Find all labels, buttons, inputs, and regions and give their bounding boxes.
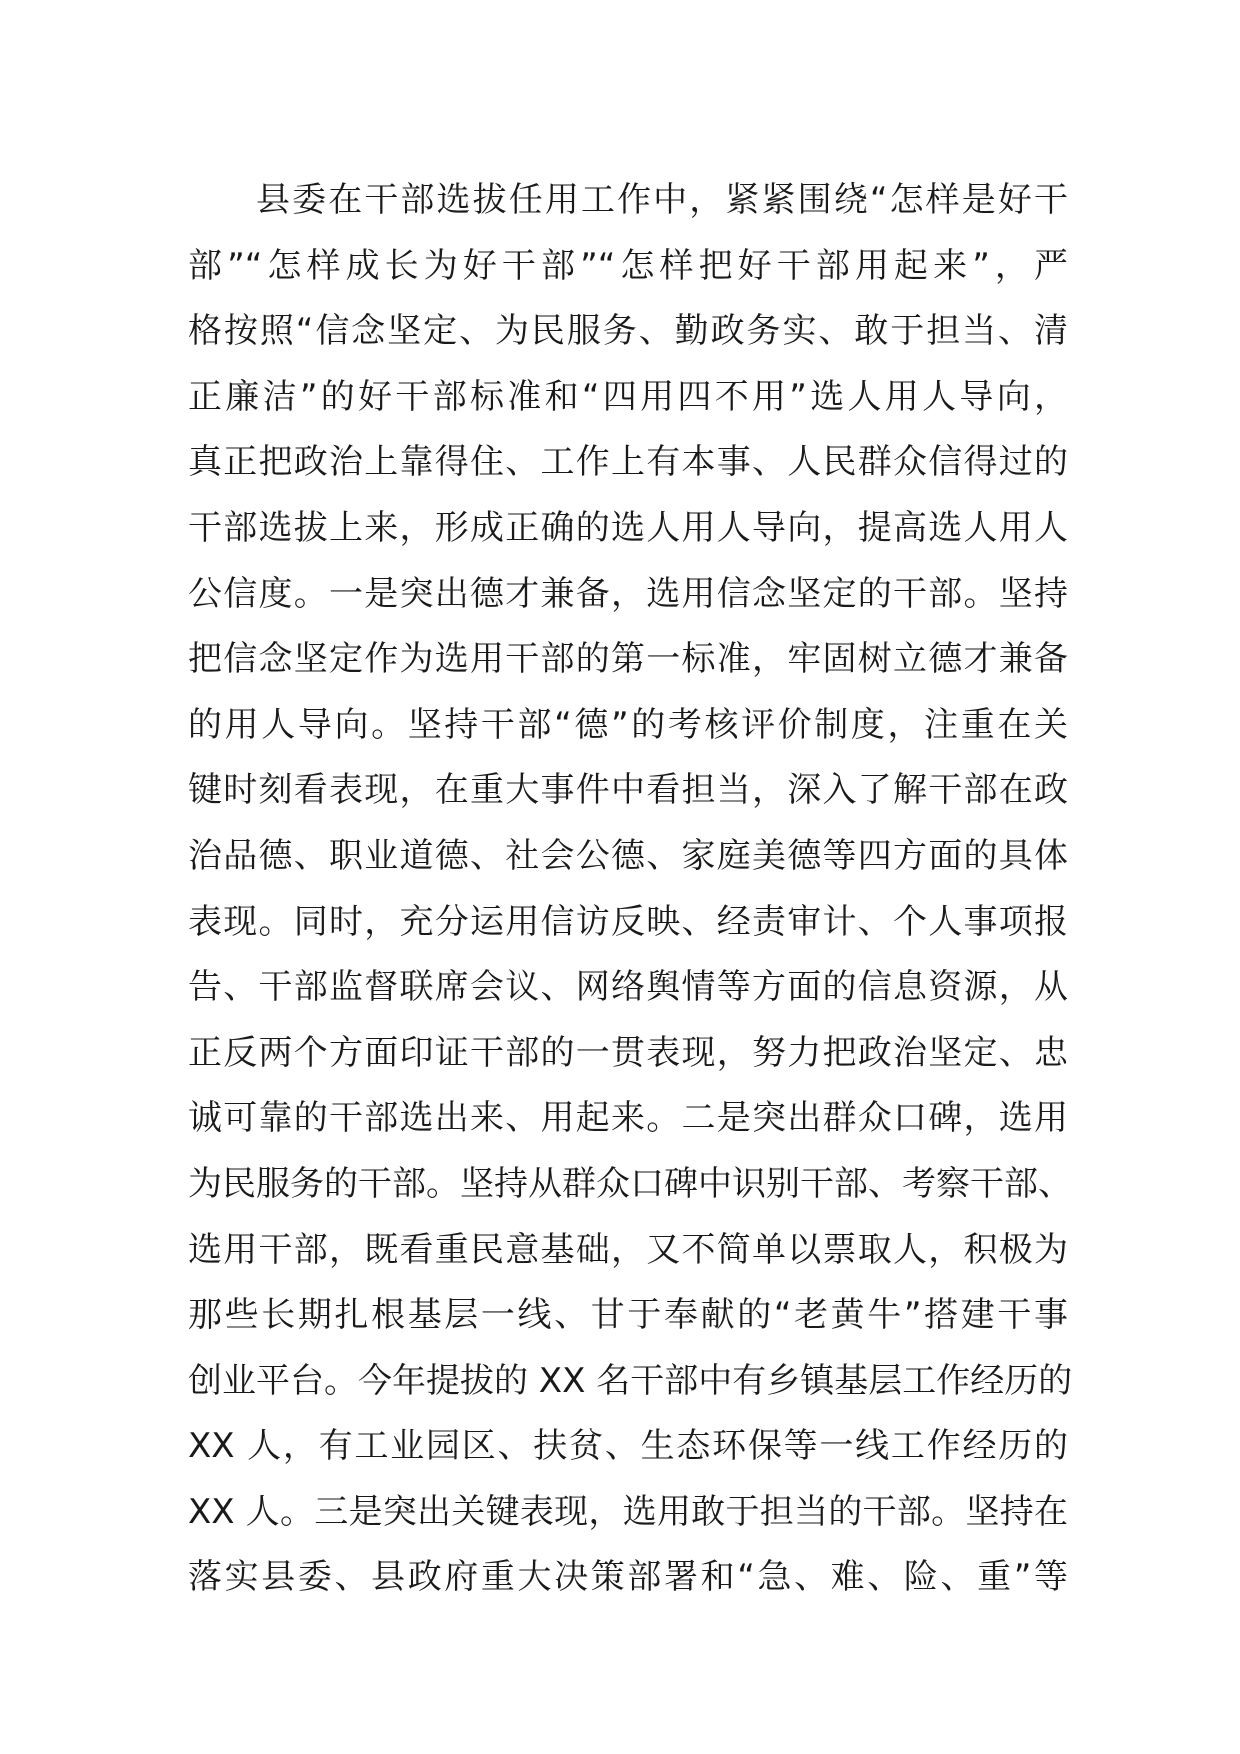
text-line-5: 真正把政治上靠得住、工作上有本事、人民群众信得过的 xyxy=(188,442,1068,483)
text-line-22: 落实县委、县政府重大决策部署和“急、难、险、重”等 xyxy=(188,1557,1068,1598)
text-line-6: 干部选拔上来，形成正确的选人用人导向，提高选人用人 xyxy=(188,507,1068,548)
text-line-1: 县委在干部选拔任用工作中，紧紧围绕“怎样是好干 xyxy=(256,180,1068,220)
text-line-19: 创业平台。今年提拔的 XX 名干部中有乡镇基层工作经历的 xyxy=(188,1360,1073,1401)
text-line-18: 那些长期扎根基层一线、甘于奉献的“老黄牛”搭建干事 xyxy=(188,1295,1068,1336)
text-line-10: 键时刻看表现，在重大事件中看担当，深入了解干部在政 xyxy=(188,770,1068,811)
body-paragraph xyxy=(188,168,1073,1611)
text-line-2: 部”“怎样成长为好干部”“怎样把好干部用起来”，严 xyxy=(188,245,1068,286)
text-line-17: 选用干部，既看重民意基础，又不简单以票取人，积极为 xyxy=(188,1229,1068,1270)
text-line-21: XX 人。三是突出关键表现，选用敢于担当的干部。坚持在 xyxy=(188,1491,1068,1532)
text-line-15: 诚可靠的干部选出来、用起来。二是突出群众口碑，选用 xyxy=(188,1098,1068,1139)
text-line-20: XX 人，有工业园区、扶贫、生态环保等一线工作经历的 xyxy=(188,1426,1068,1467)
text-line-8: 把信念坚定作为选用干部的第一标准，牢固树立德才兼备 xyxy=(188,639,1068,680)
text-line-4: 正廉洁”的好干部标准和“四用四不用”选人用人导向， xyxy=(188,376,1068,417)
text-line-13: 告、干部监督联席会议、网络舆情等方面的信息资源，从 xyxy=(188,967,1068,1008)
text-line-9: 的用人导向。坚持干部“德”的考核评价制度，注重在关 xyxy=(188,704,1068,745)
text-line-12: 表现。同时，充分运用信访反映、经责审计、个人事项报 xyxy=(188,901,1068,942)
text-line-3: 格按照“信念坚定、为民服务、勤政务实、敢于担当、清 xyxy=(188,311,1068,352)
text-line-7: 公信度。一是突出德才兼备，选用信念坚定的干部。坚持 xyxy=(188,573,1068,614)
text-line-14: 正反两个方面印证干部的一贯表现，努力把政治坚定、忠 xyxy=(188,1032,1068,1073)
text-line-16: 为民服务的干部。坚持从群众口碑中识别干部、考察干部、 xyxy=(188,1163,1072,1204)
text-line-11: 治品德、职业道德、社会公德、家庭美德等四方面的具体 xyxy=(188,835,1068,876)
